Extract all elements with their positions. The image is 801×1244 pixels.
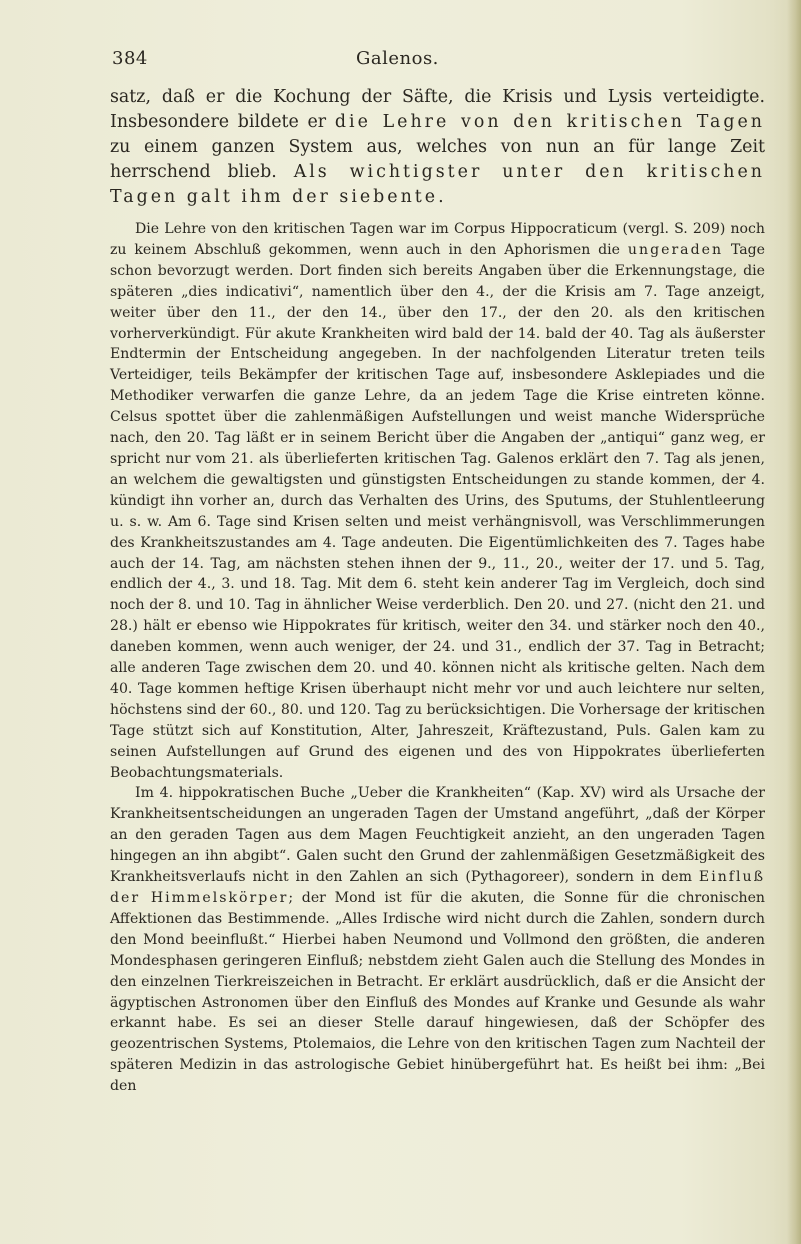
page-content xyxy=(110,85,765,1097)
page-number: 384 xyxy=(112,48,148,69)
note2-emphasis-1: Einfluß der Himmelskörper xyxy=(110,869,765,906)
note1-text-2: Tage schon bevorzugt werden. Dort finden sich bereits Angaben über die Erkennungstage, die späteren „dies indicativi“, namentlich über den 4., der die Krisis am 7. Tage anzeigt, weiter über den 11., der den 14., über den 17., der den 20. als den kritischen vorherverkündigt. Für akute Krankheiten wird bald der 14. bald der 40. Tag als äußerster Endtermin der Entscheidung angegeben. In der nachfolgenden Literatur treten teils Verteidiger, teils Bekämpfer der kritischen Tage auf, insbesondere Asklepiades und die Methodiker verwarfen die ganze Lehre, da an jedem Tage die Krise eintreten könne. Celsus spottet über die zahlenmäßigen Aufstellungen und weist manche Widersprüche nach, den 20. Tag läßt er in seinem Bericht über die Angaben der „antiqui“ ganz weg, er spricht nur vom 21. als überlieferten kritischen Tag. Galenos erklärt den 7. Tag als jenen, an welchem die gewaltigsten und günstigsten Entscheidungen zu stande kommen, der 4. kündigt ihn vorher an, durch das Verhalten des Urins, des Sputums, der Stuhlentleerung u. s. w. Am 6. Tage sind Krisen selten und meist verhängnisvoll, was Verschlimmerungen des Krankheitszustandes am 4. Tage andeuten. Die Eigentümlichkeiten des 7. Tages habe auch der 14. Tag, am nächsten stehen ihnen der 9., 11., 20., weiter der 17. und 5. Tag, endlich der 4., 3. und 18. Tag. Mit dem 6. steht kein anderer Tag im Vergleich, doch sind noch der 8. und 10. Tag in ähnlicher Weise verderblich. Den 20. und 27. (nicht den 21. und 28.) hält er ebenso wie Hippokrates für kritisch, weiter den 34. und stärker noch den 40., daneben kommen, wenn auch weniger, der 24. und 31., endlich der 37. Tag in Betracht; alle anderen Tage zwischen dem 20. und 40. können nicht als kritische gelten. Nach dem 40. Tage kommen heftige Krisen überhaupt nicht mehr vor und auch leichtere nur selten, höchstens sind der 60., 80. und 120. Tag zu berücksichtigen. Die Vorhersage der kritischen Tage stützt sich auf Konstitution, Alter, Jahreszeit, Kräftezustand, Puls. Galen kam zu seinen Aufstellungen auf Grund des eigenen und des von Hippokrates überlieferten Beobachtungsmaterials. xyxy=(110,241,765,781)
note1-text-1: Die Lehre von den kritischen Tagen war im Corpus Hippocraticum (vergl. S. 209) noch zu keinem Abschluß gekommen, wenn auch in den Aphorismen die xyxy=(110,221,765,258)
intro-text-2: zu einem ganzen System aus, welches von nun an für lange Zeit herrschend blieb. xyxy=(110,137,765,182)
page-header xyxy=(0,48,801,74)
intro-paragraph xyxy=(110,85,765,210)
note2-text-1: Im 4. hippokratischen Buche „Ueber die Krankheiten“ (Kap. XV) wird als Ursache der Krankheitsentscheidungen an ungeraden Tagen der Umstand angeführt, „daß der Körper an den geraden Tagen aus dem Magen Feuchtigkeit anzieht, an den ungeraden Tagen hingegen an ihn abgibt“. Galen sucht den Grund der zahlenmäßigen Gesetzmäßigkeit des Krankheitsverlaufs nicht in den Zahlen an sich (Pythagoreer), sondern in dem xyxy=(110,785,765,886)
intro-text-1: satz, daß er die Kochung der Säfte, die Krisis und Lysis verteidigte. Insbesondere bildete er xyxy=(110,87,765,132)
page-edge-shadow xyxy=(787,0,801,1244)
intro-emphasis-2: Als wichtigster unter den kritischen Tagen galt ihm der siebente. xyxy=(110,162,765,207)
note-paragraph-2 xyxy=(110,783,765,1097)
running-title: Galenos. xyxy=(356,48,439,69)
intro-emphasis-1: die Lehre von den kritischen Tagen xyxy=(334,112,765,132)
note-paragraph-1 xyxy=(110,219,765,783)
note1-emphasis-1: ungeraden xyxy=(627,241,724,258)
note2-text-2: ; der Mond ist für die akuten, die Sonne für die chronischen Affektionen das Bestimmende. „Alles Irdische wird nicht durch die Zahlen, sondern durch den Mond beeinflußt.“ Hierbei haben Neumond und Vollmond den größten, die anderen Mondesphasen geringeren Einfluß; nebstdem zieht Galen auch die Stellung des Mondes in den einzelnen Tierkreiszeichen in Betracht. Er erklärt ausdrücklich, daß er die Ansicht der ägyptischen Astronomen über den Einfluß des Mondes auf Kranke und Gesunde als wahr erkannt habe. Es sei an dieser Stelle darauf hingewiesen, daß der Schöpfer des geozentrischen Systems, Ptolemaios, die Lehre von den kritischen Tagen zum Nachteil der späteren Medizin in das astrologische Gebiet hinübergeführt hat. Es heißt bei ihm: „Bei den xyxy=(110,890,765,1095)
